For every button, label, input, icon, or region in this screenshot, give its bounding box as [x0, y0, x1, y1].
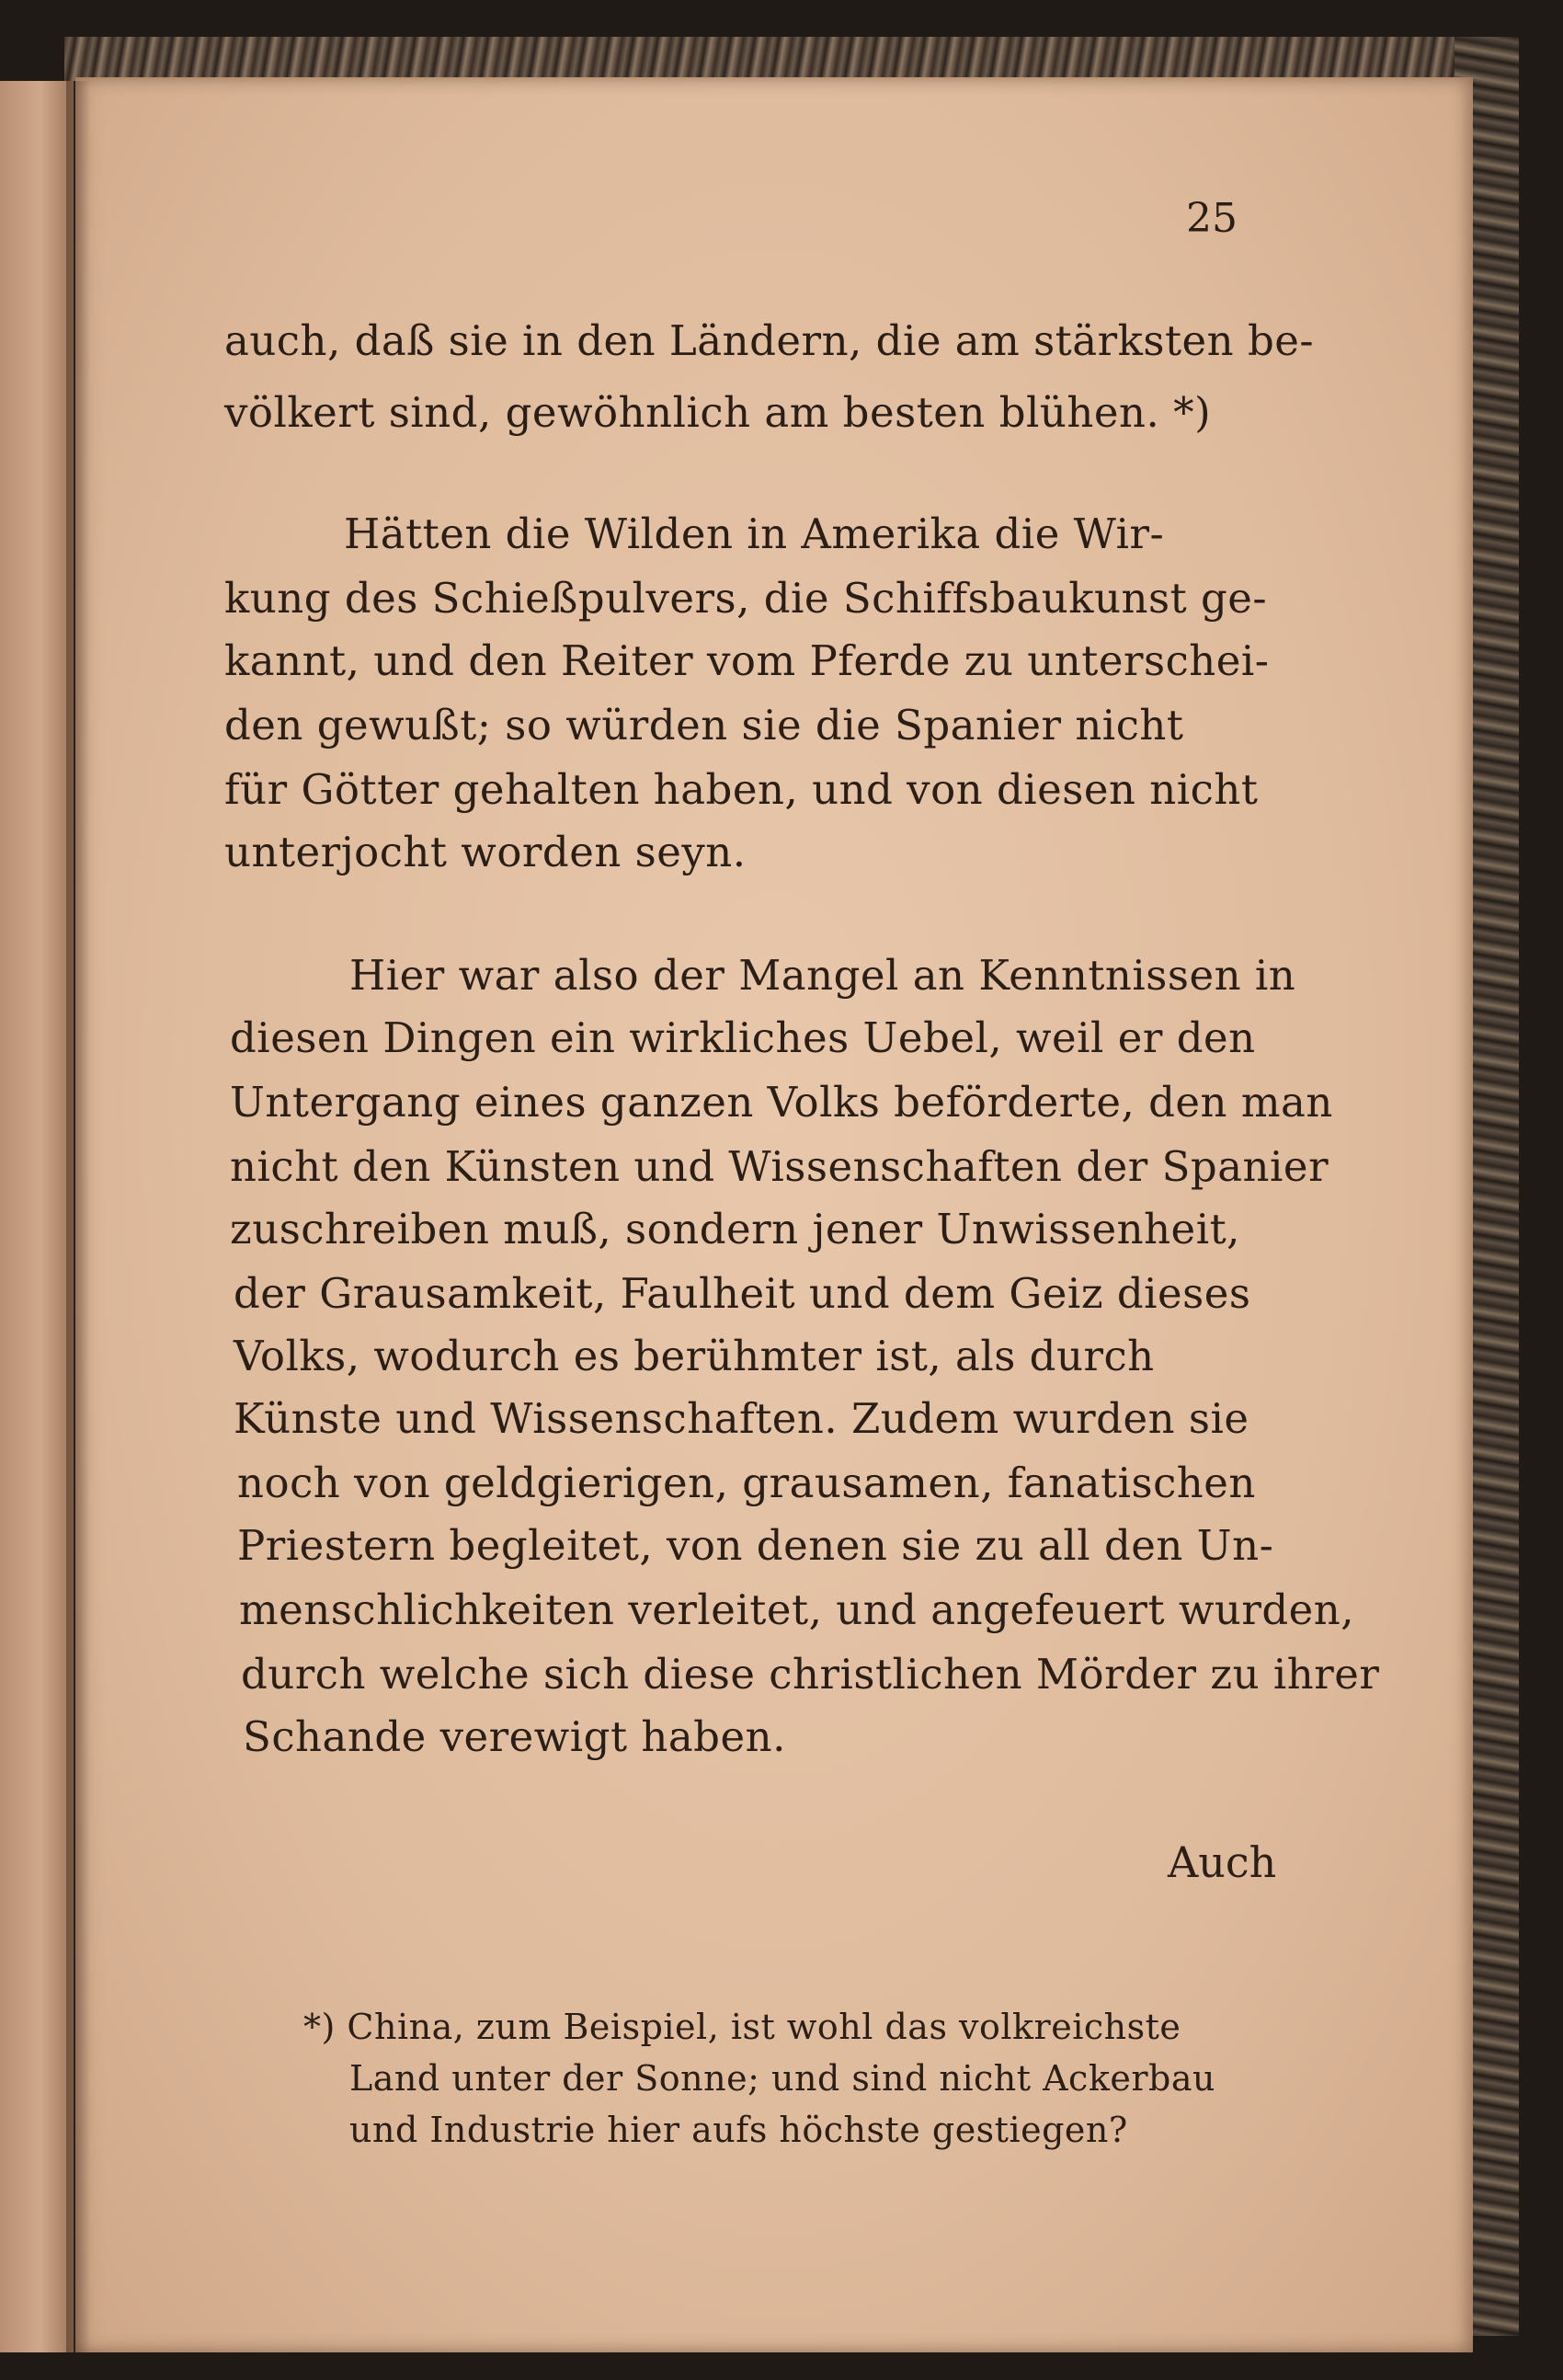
text-line: den gewußt; so würden sie die Spanier nicht — [224, 701, 1184, 749]
catchword: Auch — [1168, 1837, 1277, 1887]
text-line: zuschreiben muß, sondern jener Unwissenheit, — [230, 1205, 1240, 1253]
text-line: der Grausamkeit, Faulheit und dem Geiz dieses — [234, 1269, 1251, 1318]
text-line: nicht den Künsten und Wissenschaften der Spanier — [230, 1142, 1329, 1191]
text-line: kung des Schießpulvers, die Schiffsbaukunst ge- — [224, 574, 1268, 623]
text-line: menschlichkeiten verleitet, und angefeuert wurden, — [239, 1585, 1355, 1634]
text-line: Untergang eines ganzen Volks beförderte, den man — [230, 1078, 1333, 1127]
page-number: 25 — [1186, 195, 1238, 242]
text-line: Hätten die Wilden in Amerika die Wir- — [344, 509, 1165, 558]
text-line: Hier war also der Mangel an Kenntnissen in — [349, 951, 1296, 1000]
text-line: Priestern begleitet, von denen sie zu all den Un- — [237, 1521, 1274, 1570]
page-gutter — [66, 81, 90, 2352]
footnote-line: Land unter der Sonne; und sind nicht Ackerbau — [349, 2058, 1215, 2099]
text-line: Künste und Wissenschaften. Zudem wurden sie — [234, 1394, 1249, 1443]
text-line: kannt, und den Reiter vom Pferde zu unterschei- — [224, 636, 1270, 685]
book-top-edge — [64, 37, 1508, 81]
text-line: Volks, wodurch es berühmter ist, als durch — [234, 1332, 1155, 1380]
text-line: durch welche sich diese christlichen Mörder zu ihrer — [241, 1650, 1380, 1699]
text-line: diesen Dingen ein wirkliches Uebel, weil er den — [230, 1013, 1256, 1062]
footnote-line: und Industrie hier aufs höchste gestiegen? — [349, 2110, 1128, 2150]
text-line: auch, daß sie in den Ländern, die am stärksten be- — [224, 316, 1315, 365]
text-line: völkert sind, gewöhnlich am besten blühen. *) — [224, 388, 1212, 437]
footnote-line: *) China, zum Beispiel, ist wohl das volkreichste — [303, 2007, 1181, 2047]
text-line: für Götter gehalten haben, und von diesen nicht — [224, 765, 1259, 814]
text-line: Schande verewigt haben. — [243, 1712, 786, 1761]
left-page-sliver — [0, 81, 74, 2352]
text-line: noch von geldgierigen, grausamen, fanatischen — [237, 1459, 1256, 1507]
text-line: unterjocht worden seyn. — [224, 828, 747, 876]
